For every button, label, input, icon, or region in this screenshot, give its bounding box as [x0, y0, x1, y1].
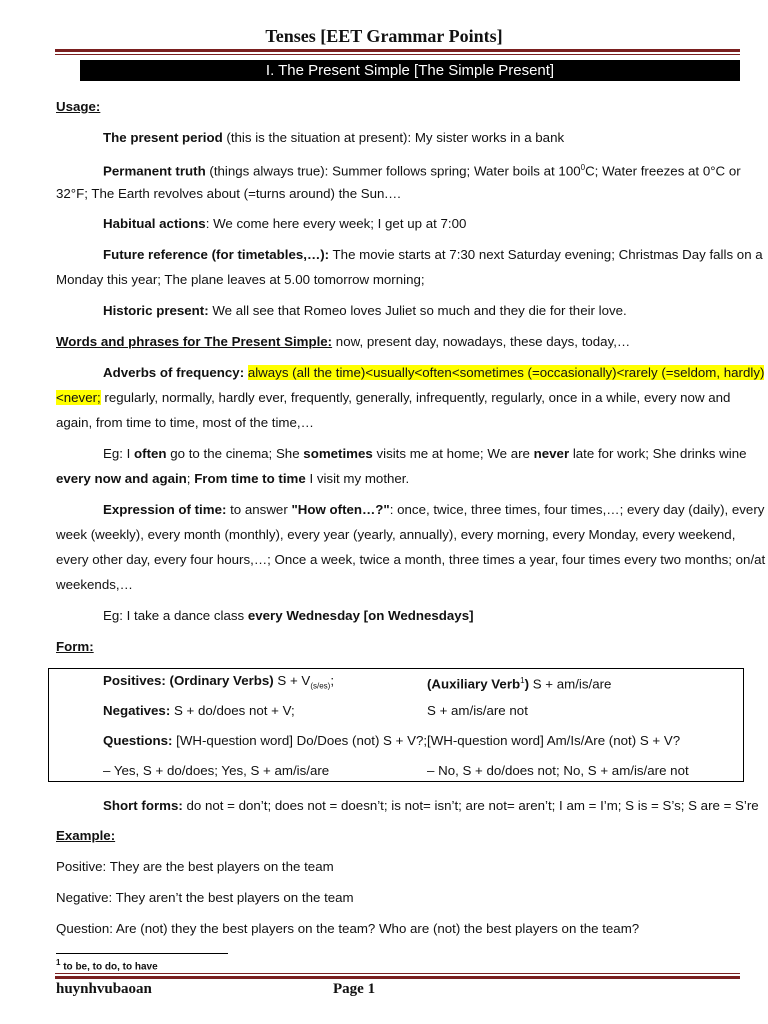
form-row-negatives: Negatives: S + do/does not + V; S + am/is/are not	[103, 703, 528, 718]
usage-historic-present: Historic present: We all see that Romeo loves Juliet so much and they die for their love.	[103, 303, 627, 318]
example-question: Question: Are (not) they the best players on the team? Who are (not) the best players on the team?	[56, 921, 640, 936]
usage-habitual-actions: Habitual actions: We come here every week; I get up at 7:00	[103, 216, 467, 231]
usage-future-reference: Future reference (for timetables,…): The movie starts at 7:30 next Saturday evening; Christmas Day falls on a	[103, 247, 763, 262]
footer-rule	[55, 973, 740, 979]
example-dance-class: Eg: I take a dance class every Wednesday [on Wednesdays]	[103, 608, 474, 623]
words-heading-line: Words and phrases for The Present Simple: now, present day, nowadays, these days, today,…	[56, 334, 631, 349]
usage-future-reference-cont: Monday this year; The plane leaves at 5.00 tomorrow morning;	[56, 272, 425, 287]
document-header	[0, 26, 768, 47]
adverbs-of-frequency-cont2: again, from time to time, most of the time,…	[56, 415, 314, 430]
usage-permanent-truth-cont: 32°F; The Earth revolves about (=turns around) the Sun.…	[56, 186, 402, 201]
form-table	[48, 668, 744, 782]
footnote: $^1$ to be, to do, to have	[56, 958, 158, 973]
header-rule	[55, 49, 740, 55]
form-row-positives: Positives: (Ordinary Verbs) $S + V_{(s/es)}$; (Auxiliary Verb$^1$) S + am/is/are	[103, 673, 612, 692]
adverbs-of-frequency: Adverbs of frequency: always (all the time)<usually<often<sometimes (=occasionally)<rarely (=seldom, hardly)	[103, 365, 765, 380]
expression-of-time-cont3: weekends,…	[56, 577, 133, 592]
example-heading: Example:	[56, 828, 116, 843]
example-frequency: Eg: I often go to the cinema; She sometimes visits me at home; We are never late for work; She drinks wine	[103, 446, 747, 461]
footer-page-number: Page 1	[333, 981, 376, 997]
words-heading: Words and phrases for The Present Simple:	[56, 334, 333, 349]
footer-author: huynhvubaoan	[56, 981, 152, 997]
form-heading: Form:	[56, 639, 94, 654]
form-row-questions: Questions: [WH-question word] Do/Does (not) S + V?; [WH-question word] Am/Is/Are (not) S + V?	[103, 733, 681, 748]
form-row-answers: – Yes, S + do/does; Yes, S + am/is/are – No, S + do/does not; No, S + am/is/are not	[103, 763, 689, 778]
footnote-divider	[56, 953, 228, 954]
expression-of-time-cont: week (weekly), every month (monthly), every year (yearly, annually), every morning, every Monday, every weekend,	[56, 527, 736, 542]
adverbs-of-frequency-cont: <never; regularly, normally, hardly ever, frequently, generally, infrequently, regularly, once in a while, every now and	[56, 390, 731, 405]
header-title: Tenses	[265, 26, 316, 46]
example-positive: Positive: They are the best players on the team	[56, 859, 334, 874]
usage-permanent-truth: Permanent truth (things always true): Summer follows spring; Water boils at $100^0C$; Water freezes at 0°C or	[103, 163, 741, 179]
example-frequency-cont: every now and again; From time to time I visit my mother.	[56, 471, 410, 486]
header-subtitle: [EET Grammar Points]	[320, 26, 503, 46]
example-negative: Negative: They aren’t the best players on the team	[56, 890, 354, 905]
short-forms: Short forms: do not = don’t; does not = doesn’t; is not= isn’t; are not= aren’t; I am = I’m; S is = S’s; S are = S’re	[103, 798, 759, 813]
expression-of-time: Expression of time: to answer "How often…?": once, twice, three times, four times,…; every day (daily), every	[103, 502, 765, 517]
usage-present-period: The present period (this is the situation at present): My sister works in a bank	[103, 130, 565, 145]
expression-of-time-cont2: every other day, every four hours,…; Once a week, twice a month, three times a year, four times every two months; on/at	[56, 552, 766, 567]
section-title: I. The Present Simple [The Simple Present]	[80, 60, 740, 81]
usage-heading: Usage:	[56, 99, 101, 114]
